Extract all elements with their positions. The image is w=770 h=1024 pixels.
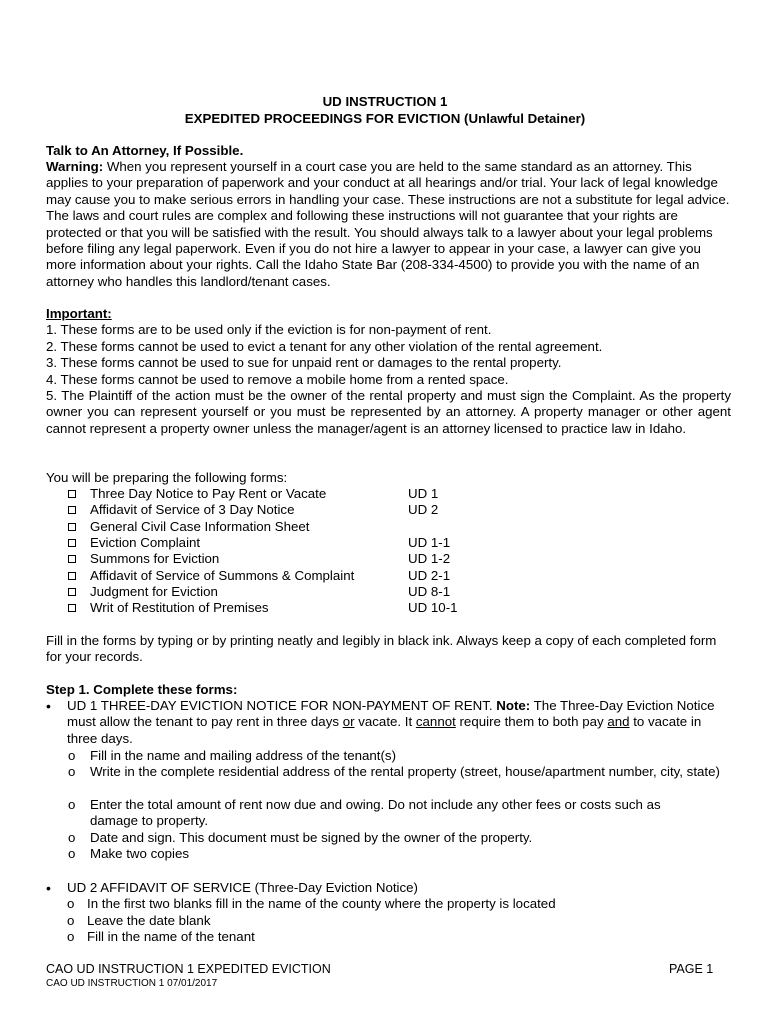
checkbox-icon — [68, 523, 76, 531]
bullet-icon: • — [46, 880, 51, 896]
circle-bullet-icon: o — [68, 764, 76, 779]
important-heading: Important: — [46, 306, 112, 321]
document-subtitle: EXPEDITED PROCEEDINGS FOR EVICTION (Unlawful Detainer) — [184, 111, 586, 126]
checkbox-icon — [68, 572, 76, 580]
checkbox-icon — [68, 588, 76, 596]
warning-label: Warning: — [46, 159, 104, 174]
fill-in-paragraph: Fill in the forms by typing or by printing neatly and legibly in black ink. Always keep a copy of each completed form for your records. — [46, 633, 717, 665]
checkbox-icon — [68, 604, 76, 612]
footer-version: CAO UD INSTRUCTION 1 07/01/2017 — [46, 978, 218, 989]
important-item: 2. These forms cannot be used to evict a tenant for any other violation of the rental agreement. — [46, 339, 603, 354]
warning-text: When you represent yourself in a court case you are held to the same standard as an attorney. This applies to your preparation of paperwork and your conduct at all hearings and/or trial. Your lack of legal knowledge may cause you to make serious errors in handling your case. These instructions are not a substitute for legal advice. The laws and court rules are complex and following these instructions will not guarantee that your rights are protected or that you will be satisfied with the result. You should always talk to a lawyer about your legal problems before filing any legal paperwork. Even if you do not hire a lawyer to appear in your case, a lawyer can give you more information about your rights. Call the Idaho State Bar (208-334-4500) to provide you with the name of an attorney who handles this landlord/tenant cases. — [46, 159, 730, 289]
attorney-heading: Talk to An Attorney, If Possible. — [46, 143, 244, 158]
circle-bullet-icon: o — [68, 830, 76, 845]
footer-left: CAO UD INSTRUCTION 1 EXPEDITED EVICTION — [46, 962, 331, 976]
form-list-item: Writ of Restitution of Premises UD 10-1 — [68, 600, 488, 616]
important-item: 5. The Plaintiff of the action must be the owner of the rental property and must sign the Complaint. As the property owner you can represent yourself or you must be represented by an attorney. A property manager or other agent cannot represent a property owner unless the manager/agent is an attorney licensed to practice law in Idaho. — [46, 388, 731, 436]
forms-intro: You will be preparing the following forms: — [46, 470, 288, 485]
checkbox-icon — [68, 539, 76, 547]
form-list-item: Affidavit of Service of Summons & Complaint UD 2-1 — [68, 568, 488, 584]
ud1-text: UD 1 THREE-DAY EVICTION NOTICE FOR NON-PAYMENT OF RENT. Note: The Three-Day Eviction Notice must allow the tenant to pay rent in three days or vacate. It cannot require them to both pay and to vacate in three days. — [67, 698, 715, 746]
form-list-item: Summons for Eviction UD 1-2 — [68, 551, 488, 567]
circle-bullet-icon: o — [67, 913, 75, 928]
circle-bullet-icon: o — [68, 748, 76, 763]
circle-bullet-icon: o — [68, 797, 76, 812]
form-list-item: General Civil Case Information Sheet — [68, 519, 488, 535]
document-title: UD INSTRUCTION 1 — [322, 94, 448, 109]
warning-paragraph — [46, 159, 731, 290]
form-list-item: Three Day Notice to Pay Rent or Vacate UD 1 — [68, 486, 488, 502]
form-list-item: Judgment for Eviction UD 8-1 — [68, 584, 488, 600]
circle-bullet-icon: o — [68, 846, 76, 861]
step1-heading: Step 1. Complete these forms: — [46, 682, 238, 697]
important-item: 1. These forms are to be used only if the eviction is for non-payment of rent. — [46, 322, 492, 337]
checkbox-icon — [68, 506, 76, 514]
checkbox-icon — [68, 555, 76, 563]
footer-page-number: PAGE 1 — [669, 962, 714, 976]
form-list-item: Affidavit of Service of 3 Day Notice UD 2 — [68, 502, 488, 518]
circle-bullet-icon: o — [67, 896, 75, 911]
circle-bullet-icon: o — [67, 929, 75, 944]
important-item: 4. These forms cannot be used to remove a mobile home from a rented space. — [46, 372, 509, 387]
bullet-icon: • — [46, 698, 51, 714]
ud2-text: UD 2 AFFIDAVIT OF SERVICE (Three-Day Eviction Notice) — [67, 880, 418, 895]
checkbox-icon — [68, 490, 76, 498]
important-item: 3. These forms cannot be used to sue for unpaid rent or damages to the rental property. — [46, 355, 562, 370]
form-list-item: Eviction Complaint UD 1-1 — [68, 535, 488, 551]
